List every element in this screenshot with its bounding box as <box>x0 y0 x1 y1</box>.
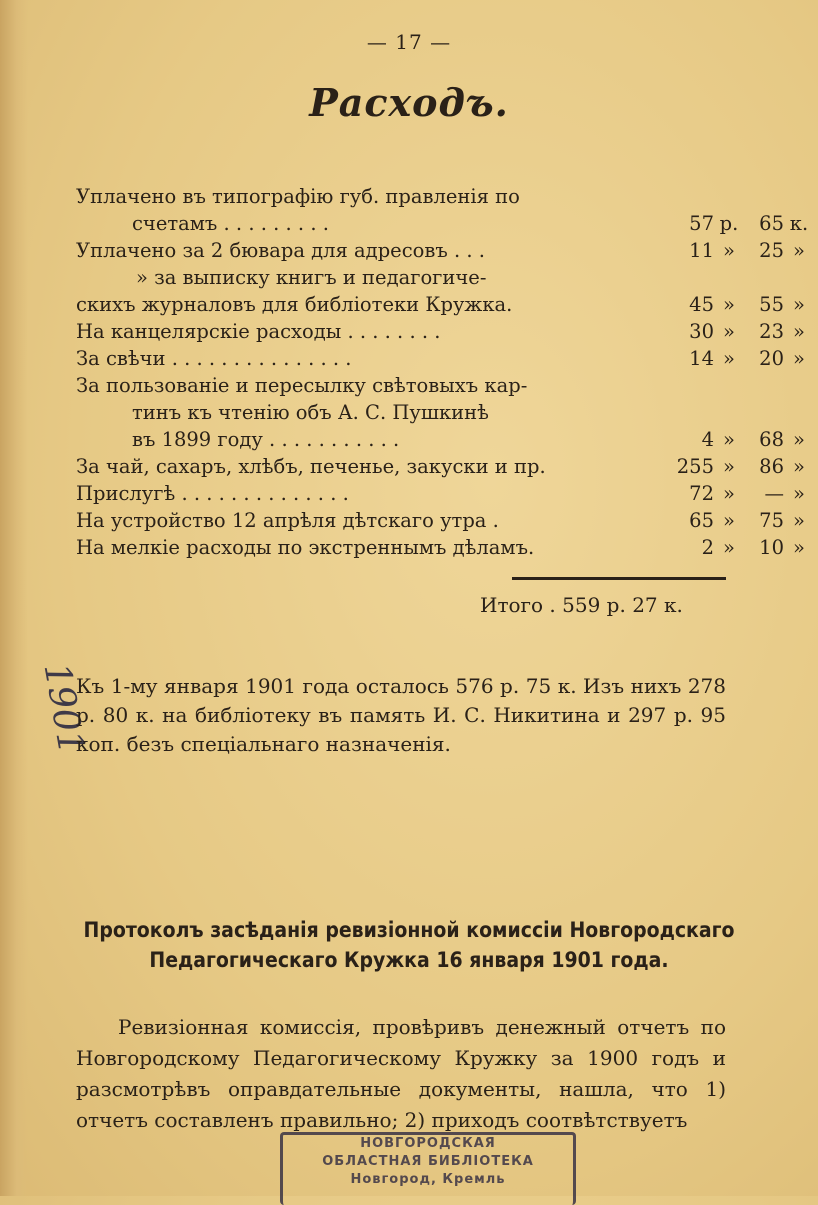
protocol-title-line-2: Педагогическаго Кружка 16 января 1901 года. <box>149 948 669 972</box>
protocol-title <box>41 915 777 975</box>
expense-separator: р. <box>719 212 739 235</box>
expense-separator: » <box>723 239 735 262</box>
expense-separator: » <box>723 482 735 505</box>
library-stamp <box>280 1132 576 1205</box>
balance-paragraph: Къ 1-му января 1901 года осталось 576 р. 75 к. Изъ нихъ 278 р. 80 к. на библіотеку въ память И. С. Никитина и 297 р. 95 коп. безъ спеціальнаго назначенія. <box>76 674 726 756</box>
expense-unit: » <box>793 455 805 478</box>
expense-kopecks: 68 <box>759 428 784 451</box>
expense-separator: » <box>723 509 735 532</box>
expense-unit: » <box>793 293 805 316</box>
expense-rubles: 4 <box>701 428 714 451</box>
expense-text: За свѣчи . . . . . . . . . . . . . . . <box>76 347 352 370</box>
expense-separator: » <box>723 536 735 559</box>
expense-kopecks: 20 <box>759 347 784 370</box>
expense-text: скихъ журналовъ для библіотеки Кружка. <box>76 293 513 316</box>
expense-separator: » <box>723 455 735 478</box>
expense-unit: » <box>793 482 805 505</box>
stamp-line-3: Новгород, Кремль <box>350 1172 506 1187</box>
expense-rubles: 57 <box>689 212 714 235</box>
expense-rubles: 11 <box>689 239 714 262</box>
expense-unit: » <box>793 347 805 370</box>
expense-text: тинъ къ чтенію объ А. С. Пушкинѣ <box>132 401 489 424</box>
expense-kopecks: 65 <box>759 212 784 235</box>
section-heading: Расходъ. <box>309 80 509 125</box>
expense-rubles: 65 <box>689 509 714 532</box>
expense-separator: » <box>723 428 735 451</box>
expense-separator: » <box>723 293 735 316</box>
expense-text: Прислугѣ . . . . . . . . . . . . . . <box>76 482 349 505</box>
expense-rubles: 255 <box>676 455 714 478</box>
expense-rubles: 45 <box>689 293 714 316</box>
revision-paragraph <box>76 1012 726 1136</box>
expense-text: счетамъ . . . . . . . . . <box>132 212 329 235</box>
expense-unit: » <box>793 239 805 262</box>
expense-rubles: 2 <box>701 536 714 559</box>
expense-kopecks: 55 <box>759 293 784 316</box>
stamp-line-1: НОВГОРОДСКАЯ <box>360 1136 496 1151</box>
expense-text: Уплачено за 2 бювара для адресовъ . . . <box>76 239 485 262</box>
revision-text: Ревизіонная комиссія, провѣривъ денежный отчетъ по Новгородскому Педагогическому Кружку за 1900 годъ и разсмотрѣвъ оправдательные документы, нашла, что 1) отчетъ составленъ правильно; 2) приходъ соотвѣтствуетъ <box>76 1015 726 1132</box>
protocol-title-line-1: Протоколъ засѣданія ревизіонной комиссіи Новгородскаго <box>83 918 735 942</box>
expense-text: За пользованіе и пересылку свѣтовыхъ кар- <box>76 374 528 397</box>
expense-kopecks: 25 <box>759 239 784 262</box>
expense-text: Уплачено въ типографію губ. правленія по <box>76 185 520 208</box>
expense-unit: » <box>793 509 805 532</box>
total-rule <box>512 577 726 580</box>
expense-separator: » <box>723 347 735 370</box>
expense-separator: » <box>723 320 735 343</box>
total-line: Итого . 559 р. 27 к. <box>480 593 683 617</box>
expense-kopecks: — <box>764 482 784 505</box>
expense-kopecks: 75 <box>759 509 784 532</box>
stamp-line-2: ОБЛАСТНАЯ БИБЛІОТЕКА <box>322 1154 534 1169</box>
expense-rubles: 72 <box>689 482 714 505</box>
page-spine-shadow <box>0 0 28 1196</box>
expense-text: На канцелярскіе расходы . . . . . . . . <box>76 320 441 343</box>
handwritten-note: 1901 <box>35 660 92 758</box>
page-number: — 17 — <box>366 30 452 54</box>
expense-unit: » <box>793 428 805 451</box>
expense-text: За чай, сахаръ, хлѣбъ, печенье, закуски и пр. <box>76 455 546 478</box>
expense-unit: » <box>793 320 805 343</box>
expense-kopecks: 23 <box>759 320 784 343</box>
expense-kopecks: 10 <box>759 536 784 559</box>
expense-text: На устройство 12 апрѣля дѣтскаго утра . <box>76 509 499 532</box>
expense-rubles: 30 <box>689 320 714 343</box>
expense-kopecks: 86 <box>759 455 784 478</box>
expense-rubles: 14 <box>689 347 714 370</box>
expense-unit: » <box>793 536 805 559</box>
expense-unit: к. <box>789 212 809 235</box>
expense-text: На мелкіе расходы по экстреннымъ дѣламъ. <box>76 536 535 559</box>
expense-text: » за выписку книгъ и педагогиче- <box>136 266 487 289</box>
expense-text: въ 1899 году . . . . . . . . . . . <box>132 428 400 451</box>
